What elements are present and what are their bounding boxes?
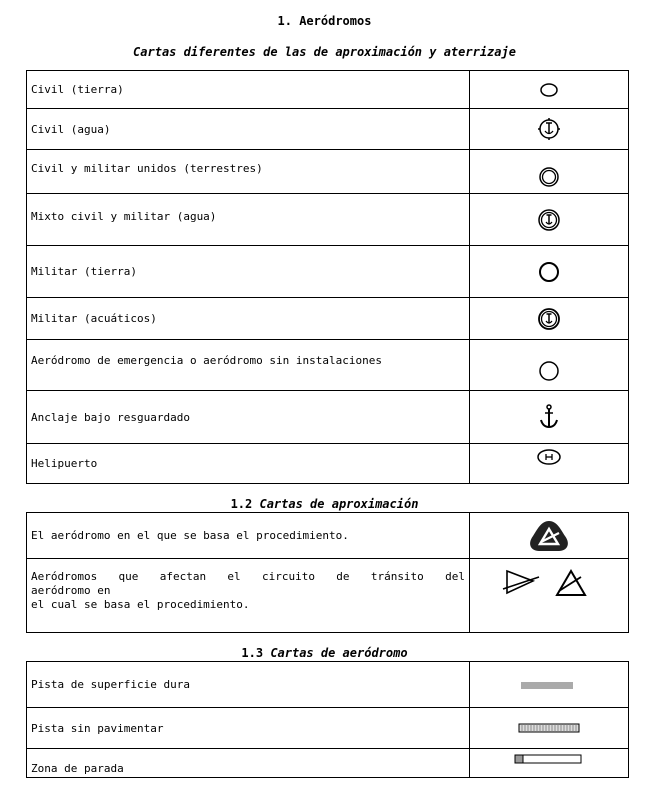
section-heading-aerodrome-charts: 1.3 Cartas de aeródromo [241,646,408,660]
base-aerodrome-icon [470,513,629,559]
joint-civil-military-water-icon [470,194,629,246]
row-label: Civil y militar unidos (terrestres) [27,150,470,194]
aerodrome-symbols-table [26,70,629,484]
affecting-aerodromes-icon [470,559,629,633]
heliport-icon [470,444,629,484]
military-land-aerodrome-icon [470,246,629,298]
row-label-line-2: aeródromo en [31,584,111,597]
row-label: Civil (tierra) [27,71,470,109]
stopway-icon [470,749,629,778]
table-row [27,150,629,194]
row-label: Civil (agua) [27,109,470,150]
emergency-aerodrome-icon [470,340,629,391]
approach-symbols-table [26,512,629,633]
section-heading-approach-charts: 1.2 Cartas de aproximación [230,497,419,511]
row-label: Militar (acuáticos) [27,298,470,340]
row-label: El aeródromo en el que se basa el procedimiento. [27,513,470,559]
table-row [27,71,629,109]
hard-surface-runway-icon [470,662,629,708]
unpaved-runway-icon [470,708,629,749]
row-label: Aeródromo de emergencia o aeródromo sin instalaciones [27,340,470,391]
row-label: Pista de superficie dura [27,662,470,708]
table-row [27,513,629,559]
table-row [27,749,629,778]
section-subheading: Cartas diferentes de las de aproximación y aterrizaje [133,45,516,59]
table-row [27,662,629,708]
table-row [27,194,629,246]
civil-water-aerodrome-icon [470,109,629,150]
row-label: Helipuerto [27,444,470,484]
table-row [27,391,629,444]
table-row [27,109,629,150]
row-label-line-1: Aeródromos que afectan el circuito de tránsito del [31,570,465,583]
table-row [27,708,629,749]
table-row [27,340,629,391]
joint-civil-military-land-icon [470,150,629,194]
row-label: Mixto civil y militar (agua) [27,194,470,246]
section-heading-aerodromes: 1. Aeródromos [277,14,372,28]
table-row [27,298,629,340]
row-label: Militar (tierra) [27,246,470,298]
civil-land-aerodrome-icon [470,71,629,109]
row-label: Pista sin pavimentar [27,708,470,749]
anchor-icon [470,391,629,444]
row-label: Anclaje bajo resguardado [27,391,470,444]
row-label-multiline [27,559,470,633]
row-label-line-3: el cual se basa el procedimiento. [31,598,250,611]
table-row [27,444,629,484]
table-row [27,246,629,298]
aerodrome-chart-symbols-table [26,661,629,778]
table-row [27,559,629,633]
row-label: Zona de parada [27,749,470,778]
military-water-aerodrome-icon [470,298,629,340]
